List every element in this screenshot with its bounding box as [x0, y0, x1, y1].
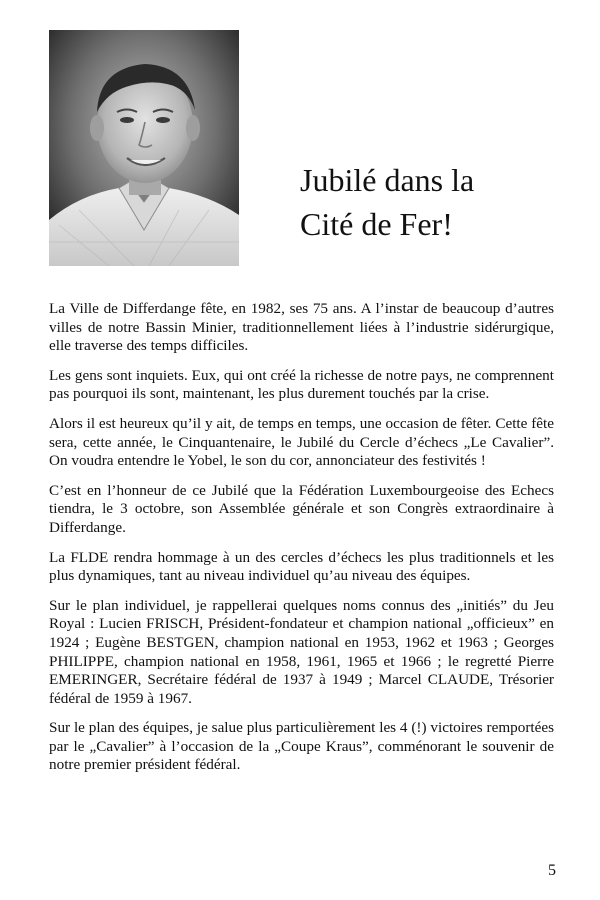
title-line-2: Cité de Fer!: [300, 206, 453, 242]
article-body: [49, 300, 554, 786]
paragraph-1: La Ville de Differdange fête, en 1982, ses 75 ans. A l’instar de beaucoup d’autres villes de notre Bassin Minier, traditionnellement liées à l’industrie sidérurgique, elle traverse des temps difficiles.: [49, 300, 554, 355]
paragraph-6: Sur le plan individuel, je rappellerai quelques noms connus des „initiés” du Jeu Royal : Lucien FRISCH, Président-fondateur et champion national „officieux” en 1924 ; Eugène BESTGEN, champion national en 1953, 1962 et 1963 ; Georges PHILIPPE, champion national en 1958, 1961, 1965 et 1966 ; le regretté Pierre EMERINGER, Secrétaire fédéral de 1937 à 1949 ; Marcel CLAUDE, Trésorier fédéral de 1959 à 1967.: [49, 596, 554, 707]
title-line-1: Jubilé dans la: [300, 162, 475, 198]
page-number: 5: [548, 862, 556, 879]
paragraph-7: Sur le plan des équipes, je salue plus particulièrement les 4 (!) victoires remportées par le „Cavalier” à l’occasion de la „Coupe Kraus”, comménorant le souvenir de notre premier président fédéral.: [49, 719, 554, 774]
paragraph-4: C’est en l’honneur de ce Jubilé que la Fédération Luxembourgeoise des Echecs tiendra, le 3 octobre, son Assemblée générale et son Congrès extraordinaire à Differdange.: [49, 481, 554, 536]
portrait-photo: [49, 30, 239, 266]
portrait-image: [49, 30, 239, 266]
paragraph-5: La FLDE rendra hommage à un des cercles d’échecs les plus traditionnels et les plus dynamiques, tant au niveau individuel qu’au niveau des équipes.: [49, 548, 554, 585]
article-title: [300, 158, 570, 246]
paragraph-2: Les gens sont inquiets. Eux, qui ont créé la richesse de notre pays, ne comprennent pas pourquoi ils sont, maintenant, les plus durement touchés par la crise.: [49, 366, 554, 403]
paragraph-3: Alors il est heureux qu’il y ait, de temps en temps, une occasion de fêter. Cette fête sera, cette année, le Cinquantenaire, le Jubilé du Cercle d’échecs „Le Cavalier”. On voudra entendre le Yobel, le son du cor, annonciateur des festivités !: [49, 414, 554, 470]
